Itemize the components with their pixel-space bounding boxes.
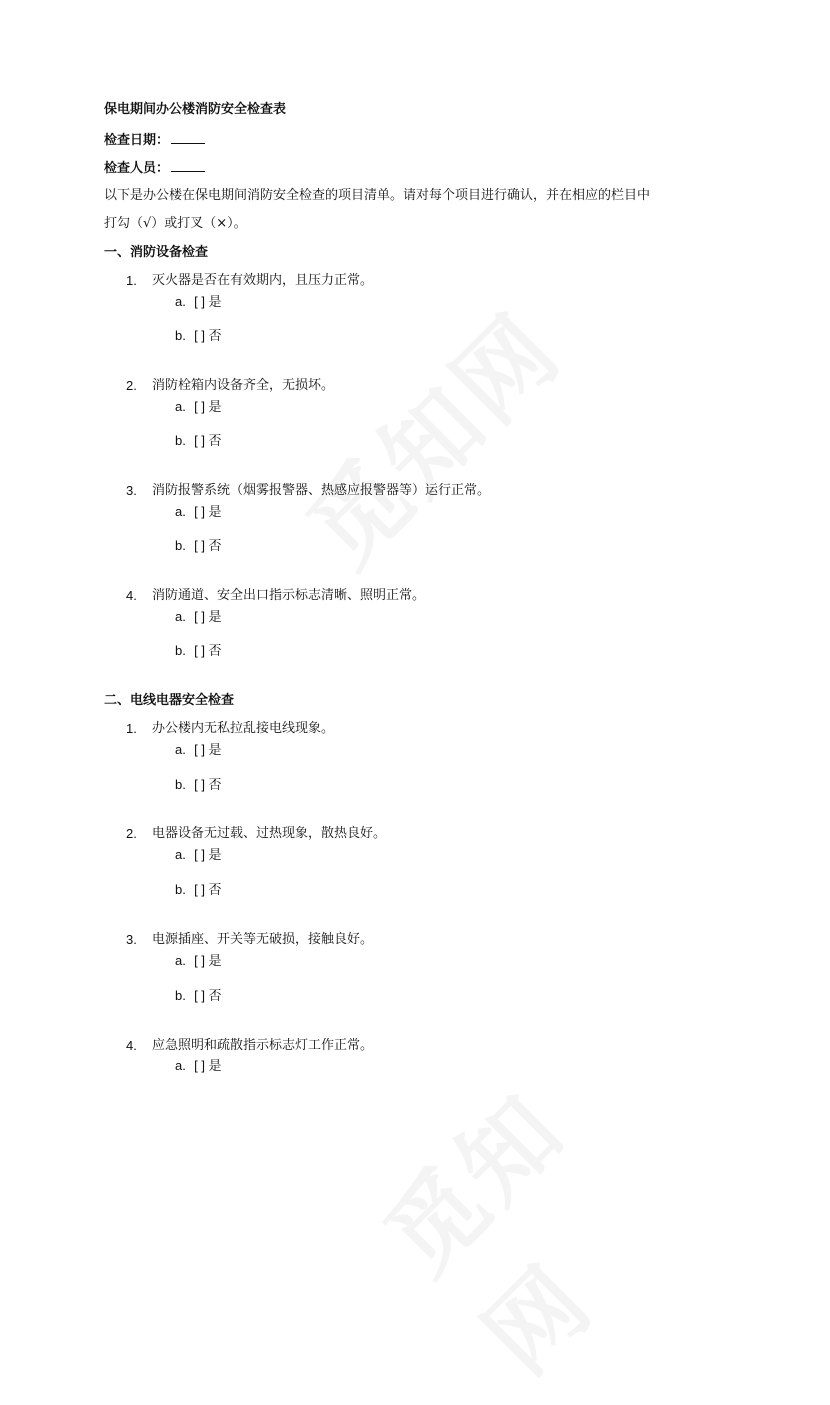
item-number: 4. [126,588,137,603]
item-number: 4. [126,1038,137,1053]
check-date-label: 检查日期： [104,133,170,148]
option-yes[interactable]: a. [ ] 是 [175,1058,222,1073]
item-text: 办公楼内无私拉乱接电线现象。 [152,721,335,736]
option-no[interactable]: b. [ ] 否 [175,433,222,448]
option-no[interactable]: b. [ ] 否 [175,643,222,658]
item-text: 电源插座、开关等无破损，接触良好。 [152,932,374,947]
item-number: 3. [126,483,137,498]
item-number: 1. [126,273,137,288]
document-title: 保电期间办公楼消防安全检查表 [104,102,287,117]
option-yes[interactable]: a. [ ] 是 [175,609,222,624]
watermark-bottom [354,994,665,1305]
check-date-field [104,131,205,150]
option-yes[interactable]: a. [ ] 是 [175,847,222,862]
intro-paragraph-line-2: 打勾（√）或打叉（×）。 [104,216,247,231]
section-heading: 二、电线电器安全检查 [104,693,235,708]
item-text: 电器设备无过载、过热现象，散热良好。 [152,826,387,841]
item-text: 消防通道、安全出口指示标志清晰、照明正常。 [152,588,426,603]
item-number: 2. [126,378,137,393]
check-date-blank [171,131,205,144]
option-yes[interactable]: a. [ ] 是 [175,504,222,519]
item-text: 消防报警系统（烟雾报警器、热感应报警器等）运行正常。 [152,483,491,498]
section-heading: 一、消防设备检查 [104,245,209,260]
option-yes[interactable]: a. [ ] 是 [175,953,222,968]
option-no[interactable]: b. [ ] 否 [175,328,222,343]
item-number: 2. [126,826,137,841]
item-text: 灭火器是否在有效期内，且压力正常。 [152,273,374,288]
item-text: 应急照明和疏散指示标志灯工作正常。 [152,1038,374,1053]
item-text: 消防栓箱内设备齐全，无损坏。 [152,378,335,393]
watermark [262,267,608,613]
option-no[interactable]: b. [ ] 否 [175,777,222,792]
item-number: 1. [126,721,137,736]
inspector-blank [171,159,205,172]
item-number: 3. [126,932,137,947]
option-no[interactable]: b. [ ] 否 [175,538,222,553]
inspector-field [104,159,205,178]
option-no[interactable]: b. [ ] 否 [175,988,222,1003]
option-yes[interactable]: a. [ ] 是 [175,399,222,414]
option-yes[interactable]: a. [ ] 是 [175,742,222,757]
inspector-label: 检查人员： [104,161,170,176]
option-no[interactable]: b. [ ] 否 [175,882,222,897]
intro-paragraph-line-1: 以下是办公楼在保电期间消防安全检查的项目清单。请对每个项目进行确认，并在相应的栏目中 [104,188,651,203]
option-yes[interactable]: a. [ ] 是 [175,294,222,309]
